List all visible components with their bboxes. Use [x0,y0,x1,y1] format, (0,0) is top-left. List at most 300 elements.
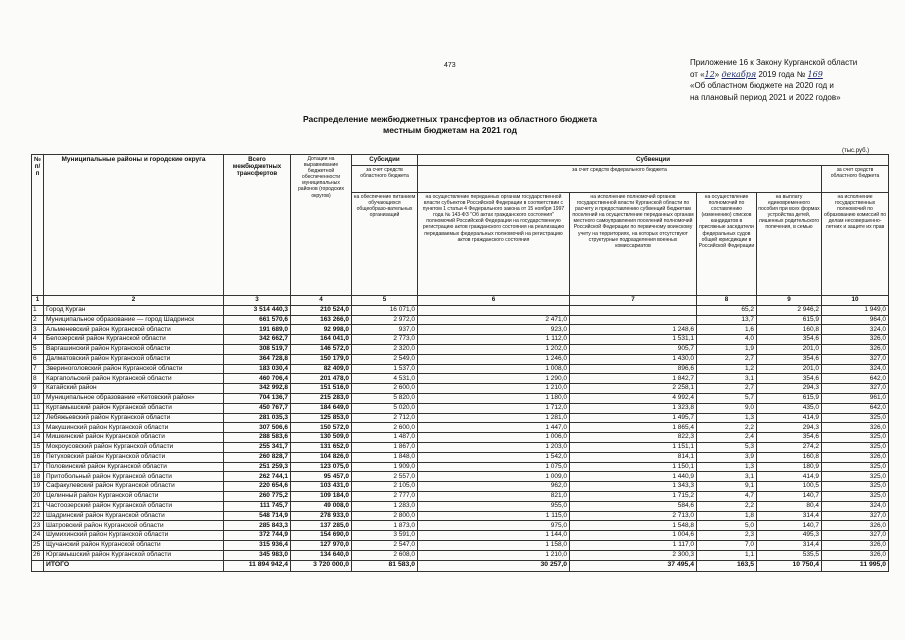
cell-subsidy: 4 531,0 [352,374,418,384]
cell-name: Половинский район Курганской области [44,462,224,472]
cell-minors-commission: 964,0 [822,315,889,325]
cell-child-allowance: 10 750,4 [757,560,822,571]
cell-jurors: 3,1 [697,472,757,482]
header-subventions-regional: за счет средств областного бюджета [822,166,889,193]
cell-minors-commission: 326,0 [822,540,889,550]
cell-military-registry [570,315,697,325]
table-row [32,531,889,541]
cell-dotation: 125 853,0 [291,413,352,423]
cell-no: 25 [32,540,44,550]
cell-subsidy: 81 583,0 [352,560,418,571]
cell-no: 13 [32,423,44,433]
transfers-table [31,154,889,572]
cell-total: 342 992,8 [224,384,291,394]
cell-military-registry: 584,6 [570,501,697,511]
cell-dotation: 130 509,0 [291,433,352,443]
cell-name: Шатровский район Курганской области [44,521,224,531]
cell-dotation: 210 524,0 [291,305,352,315]
cell-no: 7 [32,364,44,374]
cell-civil-registry: 1 009,0 [418,472,570,482]
cell-no: 16 [32,452,44,462]
cell-minors-commission: 326,0 [822,335,889,345]
cell-child-allowance: 294,3 [757,423,822,433]
cell-subsidy: 2 105,0 [352,482,418,492]
cell-military-registry: 896,6 [570,364,697,374]
cell-total: 342 662,7 [224,335,291,345]
column-number: 9 [757,296,822,306]
column-numbers-row [32,296,889,306]
cell-jurors: 3,1 [697,374,757,384]
cell-jurors: 5,0 [697,521,757,531]
cell-total: 255 341,7 [224,442,291,452]
cell-total: 281 035,3 [224,413,291,423]
cell-no: 20 [32,491,44,501]
cell-child-allowance: 2 946,2 [757,305,822,315]
cell-minors-commission: 325,0 [822,413,889,423]
cell-child-allowance: 495,3 [757,531,822,541]
cell-military-registry: 2 713,0 [570,511,697,521]
cell-no: 9 [32,384,44,394]
cell-total: 111 745,7 [224,501,291,511]
cell-jurors: 1,1 [697,550,757,560]
cell-military-registry: 1 150,1 [570,462,697,472]
cell-civil-registry: 1 246,0 [418,354,570,364]
cell-subsidy: 1 487,0 [352,433,418,443]
cell-subsidy: 2 777,0 [352,491,418,501]
cell-no: 15 [32,442,44,452]
cell-jurors: 5,3 [697,442,757,452]
cell-dotation: 104 826,0 [291,452,352,462]
cell-no: 2 [32,315,44,325]
cell-name: Альменевский район Курганской области [44,325,224,335]
cell-jurors: 4,0 [697,335,757,345]
cell-name: Катайский район [44,384,224,394]
cell-name: Муниципальное образование «Кетовский район» [44,393,224,403]
cell-child-allowance: 201,0 [757,364,822,374]
cell-military-registry: 1 531,1 [570,335,697,345]
cell-subsidy: 2 773,0 [352,335,418,345]
cell-dotation: 3 720 000,0 [291,560,352,571]
cell-subsidy: 1 909,0 [352,462,418,472]
cell-minors-commission: 325,0 [822,472,889,482]
cell-no: 6 [32,354,44,364]
cell-total: 548 714,9 [224,511,291,521]
cell-name: Варгашинский район Курганской области [44,344,224,354]
cell-child-allowance: 294,3 [757,384,822,394]
cell-jurors: 9,1 [697,482,757,492]
table-row [32,442,889,452]
cell-military-registry [570,305,697,315]
cell-name: Белозерский район Курганской области [44,335,224,345]
cell-military-registry: 37 495,4 [570,560,697,571]
cell-minors-commission: 327,0 [822,384,889,394]
cell-jurors: 1,2 [697,364,757,374]
cell-subsidy: 2 800,0 [352,511,418,521]
cell-civil-registry: 1 542,0 [418,452,570,462]
header-name: Муниципальные районы и городские округа [44,155,224,296]
table-row [32,472,889,482]
cell-civil-registry: 30 257,0 [418,560,570,571]
cell-total: 315 936,4 [224,540,291,550]
cell-total: 220 654,6 [224,482,291,492]
cell-total: 307 506,6 [224,423,291,433]
appendix-line-3: «Об областном бюджете на 2020 год и [690,81,834,90]
cell-child-allowance: 140,7 [757,491,822,501]
cell-dotation: 134 640,0 [291,550,352,560]
table-row [32,364,889,374]
cell-jurors: 3,9 [697,452,757,462]
cell-name: Город Курган [44,305,224,315]
cell-dotation: 164 041,0 [291,335,352,345]
cell-subsidy: 1 283,0 [352,501,418,511]
cell-subsidy: 2 549,0 [352,354,418,364]
cell-child-allowance: 201,0 [757,344,822,354]
table-row [32,540,889,550]
document-title [240,114,660,136]
cell-total: 251 259,3 [224,462,291,472]
cell-military-registry: 1 842,7 [570,374,697,384]
cell-total: 260 775,2 [224,491,291,501]
cell-child-allowance: 314,4 [757,511,822,521]
appendix-day: 12 [704,69,715,79]
table-row [32,393,889,403]
cell-dotation: 150 179,0 [291,354,352,364]
cell-civil-registry: 1 202,0 [418,344,570,354]
cell-name: Макушинский район Курганской области [44,423,224,433]
cell-dotation: 92 998,0 [291,325,352,335]
cell-name: Звериноголовский район Курганской области [44,364,224,374]
table-header [32,155,889,296]
cell-dotation: 184 649,0 [291,403,352,413]
header-subventions: Субвенции [418,155,889,166]
cell-total: 288 583,6 [224,433,291,443]
cell-civil-registry [418,305,570,315]
cell-name: Притобольный район Курганской области [44,472,224,482]
total-row [32,560,889,571]
cell-jurors: 13,7 [697,315,757,325]
cell-jurors: 1,3 [697,413,757,423]
cell-subsidy: 2 320,0 [352,344,418,354]
cell-name: Целинный район Курганской области [44,491,224,501]
cell-total: 460 706,4 [224,374,291,384]
cell-military-registry: 1 865,4 [570,423,697,433]
table-row [32,501,889,511]
cell-name: Далматовский район Курганской области [44,354,224,364]
cell-dotation: 150 572,0 [291,423,352,433]
table-row [32,305,889,315]
cell-dotation: 137 285,0 [291,521,352,531]
cell-child-allowance: 615,9 [757,315,822,325]
header-col-7: на исполнение полномочий органов государственной власти Курганской области по расчету и предоставлению субвенций бюджетам поселений на осуществление переданных органам местного самоуправления поселений полномочий Российской Федерации по первичному воинскому учету на территориях, на которых отсутствуют структурные подразделения военных комиссариатов [570,193,697,296]
cell-civil-registry: 1 210,0 [418,550,570,560]
cell-dotation: 82 409,0 [291,364,352,374]
cell-no: 23 [32,521,44,531]
table-row [32,452,889,462]
cell-dotation: 109 184,0 [291,491,352,501]
cell-dotation: 163 266,0 [291,315,352,325]
header-subventions-federal: за счет средств федерального бюджета [418,166,822,193]
cell-no: 8 [32,374,44,384]
cell-civil-registry: 1 006,0 [418,433,570,443]
cell-military-registry: 1 548,8 [570,521,697,531]
column-number: 5 [352,296,418,306]
cell-civil-registry: 1 008,0 [418,364,570,374]
header-no: № п/п [32,155,44,296]
cell-child-allowance: 615,9 [757,393,822,403]
appendix-year: 2019 года № [756,69,806,79]
cell-no: 10 [32,393,44,403]
cell-child-allowance: 354,6 [757,374,822,384]
column-number: 8 [697,296,757,306]
cell-subsidy: 1 867,0 [352,442,418,452]
appendix-header [690,57,857,103]
cell-dotation: 103 431,0 [291,482,352,492]
cell-total: 11 894 942,4 [224,560,291,571]
cell-jurors: 2,2 [697,423,757,433]
cell-military-registry: 1 440,9 [570,472,697,482]
column-number: 7 [570,296,697,306]
cell-child-allowance: 160,8 [757,325,822,335]
cell-child-allowance: 140,7 [757,521,822,531]
cell-minors-commission: 326,0 [822,344,889,354]
cell-name: Лебяжьевский район Курганской области [44,413,224,423]
cell-subsidy: 1 848,0 [352,452,418,462]
cell-minors-commission: 324,0 [822,501,889,511]
table-row [32,521,889,531]
cell-jurors: 2,7 [697,384,757,394]
header-subsidies-regional: за счет средств областного бюджета [352,166,418,193]
table-row [32,462,889,472]
cell-subsidy: 2 712,0 [352,413,418,423]
cell-minors-commission: 325,0 [822,462,889,472]
header-col-9: на выплату единовременного пособия при всех формах устройства детей, лишенных родительского попечения, в семью [757,193,822,296]
cell-military-registry: 1 343,3 [570,482,697,492]
cell-no [32,560,44,571]
cell-minors-commission: 326,0 [822,452,889,462]
table-row [32,384,889,394]
cell-dotation: 215 283,0 [291,393,352,403]
cell-military-registry: 822,3 [570,433,697,443]
cell-total: 183 030,4 [224,364,291,374]
cell-no: 21 [32,501,44,511]
cell-military-registry: 1 430,0 [570,354,697,364]
cell-jurors: 1,8 [697,511,757,521]
cell-subsidy: 3 591,0 [352,531,418,541]
cell-child-allowance: 435,0 [757,403,822,413]
cell-name: Муниципальное образование — город Шадринск [44,315,224,325]
table-row [32,433,889,443]
cell-minors-commission: 326,0 [822,521,889,531]
cell-name: Каргапольский район Курганской области [44,374,224,384]
cell-civil-registry: 1 281,0 [418,413,570,423]
header-col-8: на осуществление полномочий по составлению (изменению) списков кандидатов в присяжные заседатели федеральных судов общей юрисдикции в Российской Федерации [697,193,757,296]
title-line-2: местным бюджетам на 2021 год [382,125,518,135]
title-line-1: Распределение межбюджетных трансфертов из областного бюджета [302,114,598,124]
cell-jurors: 4,7 [697,491,757,501]
table-row [32,403,889,413]
cell-minors-commission: 11 995,0 [822,560,889,571]
cell-dotation: 201 478,0 [291,374,352,384]
cell-civil-registry: 1 115,0 [418,511,570,521]
cell-name: Петуховский район Курганской области [44,452,224,462]
cell-no: 17 [32,462,44,472]
cell-jurors: 1,9 [697,344,757,354]
cell-subsidy: 2 557,0 [352,472,418,482]
cell-civil-registry: 975,0 [418,521,570,531]
cell-child-allowance: 535,5 [757,550,822,560]
appendix-line-2 [690,69,857,81]
column-number: 1 [32,296,44,306]
cell-no: 26 [32,550,44,560]
cell-military-registry: 4 992,4 [570,393,697,403]
cell-subsidy: 2 600,0 [352,384,418,394]
cell-subsidy: 1 873,0 [352,521,418,531]
cell-total: 191 689,0 [224,325,291,335]
cell-jurors: 1,6 [697,325,757,335]
cell-civil-registry: 2 471,0 [418,315,570,325]
cell-subsidy: 16 071,0 [352,305,418,315]
cell-jurors: 2,3 [697,531,757,541]
cell-no: 5 [32,344,44,354]
cell-child-allowance: 80,4 [757,501,822,511]
cell-minors-commission: 325,0 [822,491,889,501]
cell-total: 260 828,7 [224,452,291,462]
cell-total: 450 767,7 [224,403,291,413]
cell-military-registry: 2 300,3 [570,550,697,560]
cell-child-allowance: 354,6 [757,433,822,443]
cell-military-registry: 1 151,1 [570,442,697,452]
header-col-5: на обеспечение питанием обучающихся общеобразо-вательных организаций [352,193,418,296]
column-number: 4 [291,296,352,306]
table-row [32,491,889,501]
cell-total: 704 136,7 [224,393,291,403]
cell-dotation: 146 572,0 [291,344,352,354]
cell-military-registry: 814,1 [570,452,697,462]
cell-civil-registry: 1 112,0 [418,335,570,345]
cell-total: 262 744,1 [224,472,291,482]
cell-minors-commission: 642,0 [822,374,889,384]
cell-no: 18 [32,472,44,482]
cell-no: 11 [32,403,44,413]
cell-jurors: 5,7 [697,393,757,403]
cell-subsidy: 2 600,0 [352,423,418,433]
cell-no: 24 [32,531,44,541]
cell-dotation: 151 516,0 [291,384,352,394]
cell-name: Сафакулевский район Курганской области [44,482,224,492]
cell-subsidy: 2 608,0 [352,550,418,560]
table-row [32,413,889,423]
column-number: 6 [418,296,570,306]
cell-minors-commission: 326,0 [822,423,889,433]
cell-child-allowance: 354,6 [757,354,822,364]
cell-total: 372 744,9 [224,531,291,541]
cell-total: 285 843,3 [224,521,291,531]
cell-subsidy: 937,0 [352,325,418,335]
cell-dotation: 154 690,0 [291,531,352,541]
cell-civil-registry: 955,0 [418,501,570,511]
cell-name: Шумихинский район Курганской области [44,531,224,541]
cell-civil-registry: 1 180,0 [418,393,570,403]
cell-no: 14 [32,433,44,443]
cell-name: Куртамышский район Курганской области [44,403,224,413]
cell-total: 308 519,7 [224,344,291,354]
cell-child-allowance: 414,9 [757,413,822,423]
cell-civil-registry: 962,0 [418,482,570,492]
header-dotation: Дотации на выравнивание бюджетной обеспеченности муниципальных районов (городских округов) [291,155,352,296]
cell-jurors: 1,3 [697,462,757,472]
cell-name: Мишкинский район Курганской области [44,433,224,443]
cell-jurors: 65,2 [697,305,757,315]
cell-civil-registry: 923,0 [418,325,570,335]
cell-civil-registry: 1 075,0 [418,462,570,472]
cell-no: 3 [32,325,44,335]
cell-subsidy: 5 820,0 [352,393,418,403]
table-body [32,296,889,572]
header-subsidies: Субсидии [352,155,418,166]
cell-minors-commission: 961,0 [822,393,889,403]
cell-civil-registry: 1 290,0 [418,374,570,384]
cell-minors-commission: 325,0 [822,482,889,492]
cell-civil-registry: 1 144,0 [418,531,570,541]
cell-jurors: 2,4 [697,433,757,443]
cell-jurors: 9,0 [697,403,757,413]
table-row [32,550,889,560]
table-row [32,354,889,364]
table-row [32,482,889,492]
cell-no: 12 [32,413,44,423]
cell-jurors: 2,7 [697,354,757,364]
cell-military-registry: 1 495,7 [570,413,697,423]
cell-dotation: 49 008,0 [291,501,352,511]
cell-name: Мокроусовский район Курганской области [44,442,224,452]
cell-dotation: 131 652,0 [291,442,352,452]
header-total: Всего межбюджетных трансфертов [224,155,291,296]
cell-minors-commission: 1 949,0 [822,305,889,315]
cell-no: 19 [32,482,44,492]
cell-dotation: 95 457,0 [291,472,352,482]
table-row [32,374,889,384]
units-label: (тыс.руб.) [842,148,870,154]
table-row [32,315,889,325]
cell-minors-commission: 325,0 [822,442,889,452]
page-number: 473 [444,62,456,69]
cell-civil-registry: 1 158,0 [418,540,570,550]
table-row [32,344,889,354]
table-row [32,325,889,335]
cell-jurors: 7,0 [697,540,757,550]
cell-subsidy: 1 537,0 [352,364,418,374]
cell-minors-commission: 325,0 [822,433,889,443]
cell-child-allowance: 414,9 [757,472,822,482]
cell-civil-registry: 1 712,0 [418,403,570,413]
cell-minors-commission: 327,0 [822,531,889,541]
cell-military-registry: 2 258,1 [570,384,697,394]
cell-child-allowance: 160,8 [757,452,822,462]
cell-minors-commission: 324,0 [822,364,889,374]
cell-subsidy: 5 020,0 [352,403,418,413]
cell-military-registry: 1 715,2 [570,491,697,501]
cell-jurors: 2,2 [697,501,757,511]
cell-subsidy: 2 547,0 [352,540,418,550]
table-row [32,511,889,521]
cell-name: Частоозерский район Курганской области [44,501,224,511]
cell-civil-registry: 1 447,0 [418,423,570,433]
cell-child-allowance: 354,6 [757,335,822,345]
header-col-10: на исполнение государственных полномочий по образованию комиссий по делам несовершенно-летних и защите их прав [822,193,889,296]
cell-subsidy: 2 972,0 [352,315,418,325]
cell-child-allowance: 100,5 [757,482,822,492]
cell-total: 345 983,0 [224,550,291,560]
